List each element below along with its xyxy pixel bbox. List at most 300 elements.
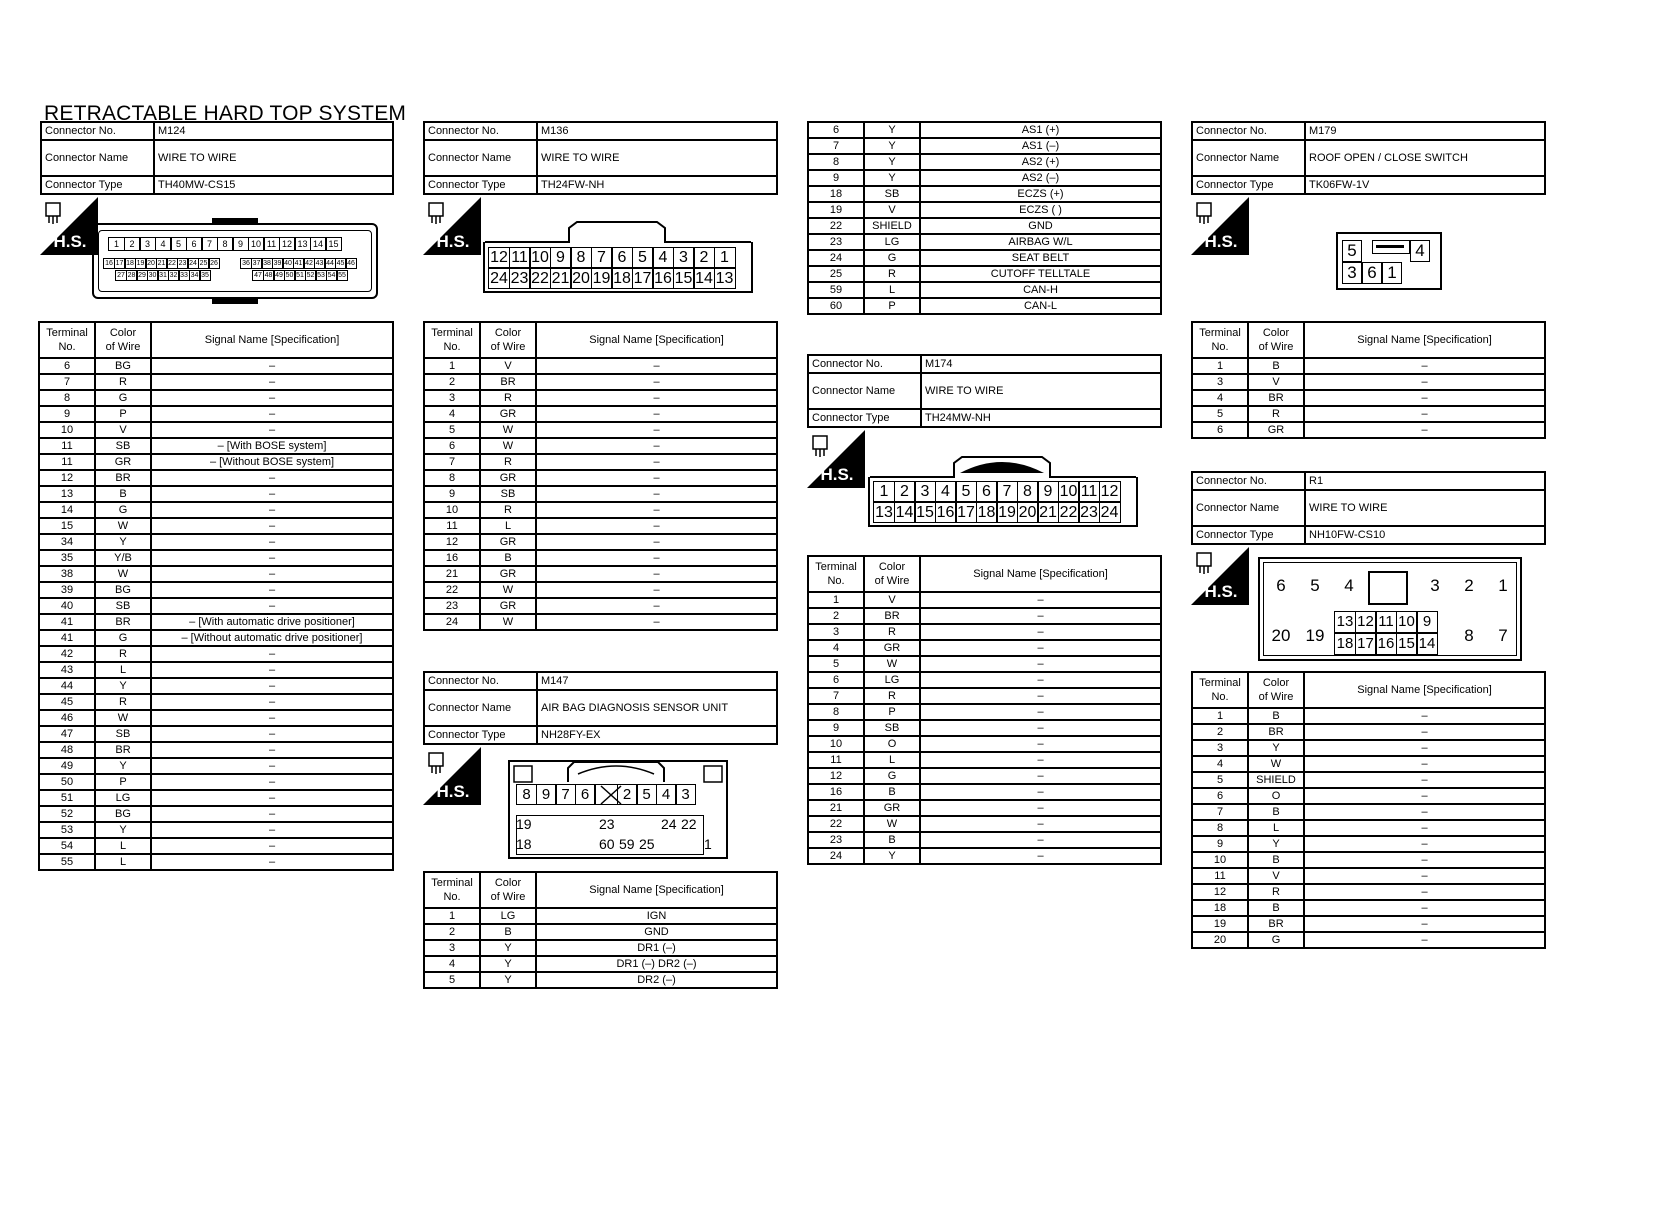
terminal-no: 5	[424, 972, 480, 988]
pin-18: 18	[1334, 633, 1356, 655]
table-row	[39, 678, 393, 694]
terminal-no: 22	[424, 582, 480, 598]
col-signal: Signal Name [Specification]	[1304, 672, 1545, 708]
table-row	[1192, 852, 1545, 868]
signal-name: –	[1304, 900, 1545, 916]
wire-color: Y	[480, 956, 536, 972]
terminal-no: 3	[424, 390, 480, 406]
pin-59: 59	[619, 836, 635, 852]
table-row	[1192, 868, 1545, 884]
signal-name: –	[920, 672, 1161, 688]
svg-text:H.S.: H.S.	[53, 232, 87, 251]
label-connector-type: Connector Type	[424, 176, 537, 194]
terminal-no: 24	[808, 848, 864, 864]
table-row	[1192, 788, 1545, 804]
signal-name: –	[1304, 708, 1545, 724]
harness-side-icon	[1191, 547, 1249, 605]
pin-19: 19	[135, 258, 147, 269]
signal-name: –	[536, 454, 777, 470]
pin-16: 16	[652, 268, 674, 289]
signal-name: –	[920, 640, 1161, 656]
wire-color: BG	[95, 358, 151, 374]
signal-name: CAN-L	[920, 298, 1161, 314]
connector-no: M179	[1305, 122, 1545, 140]
pin-19: 19	[996, 502, 1018, 523]
terminal-no: 5	[1192, 406, 1248, 422]
col-color: Color of Wire	[864, 556, 920, 592]
connector-type: TK06FW-1V	[1305, 176, 1545, 194]
pin-4: 4	[652, 247, 674, 268]
label-connector-no: Connector No.	[808, 355, 921, 373]
pin-15: 15	[325, 237, 342, 251]
svg-text:H.S.: H.S.	[436, 782, 470, 801]
table-row	[1192, 358, 1545, 374]
wire-color: BR	[1248, 724, 1304, 740]
wire-color: GR	[480, 534, 536, 550]
signal-name: –	[151, 422, 393, 438]
wire-color: Y	[864, 138, 920, 154]
signal-name: –	[920, 816, 1161, 832]
terminal-no: 6	[424, 438, 480, 454]
table-row	[808, 170, 1161, 186]
pin-4: 4	[935, 481, 957, 502]
signal-name: –	[151, 742, 393, 758]
table-row	[39, 838, 393, 854]
pin-17: 17	[955, 502, 977, 523]
wire-color: B	[480, 924, 536, 940]
signal-name: –	[151, 790, 393, 806]
pin-41: 41	[293, 258, 305, 269]
col-signal: Signal Name [Specification]	[536, 872, 777, 908]
terminal-no: 55	[39, 854, 95, 870]
signal-name: AS1 (–)	[920, 138, 1161, 154]
label-connector-type: Connector Type	[1192, 526, 1305, 544]
pin-16: 16	[1375, 633, 1397, 655]
pin-20: 20	[1271, 626, 1291, 645]
pin-25: 25	[639, 836, 655, 852]
wire-color: L	[95, 662, 151, 678]
pin-14: 14	[310, 237, 327, 251]
wire-color: P	[864, 298, 920, 314]
pin-19: 19	[1305, 626, 1325, 645]
label-connector-name: Connector Name	[424, 140, 537, 176]
table-row	[808, 122, 1161, 138]
pin-2: 2	[693, 247, 715, 268]
terminal-no: 14	[39, 502, 95, 518]
wire-color: GR	[480, 566, 536, 582]
signal-name: ECZS (+)	[920, 186, 1161, 202]
table-row	[1192, 820, 1545, 836]
table-row	[808, 656, 1161, 672]
svg-text:H.S.: H.S.	[1204, 232, 1238, 251]
signal-name: –	[536, 614, 777, 630]
label-connector-no: Connector No.	[1192, 122, 1305, 140]
pin-19: 19	[591, 268, 613, 289]
table-row	[808, 688, 1161, 704]
wire-color: G	[864, 250, 920, 266]
signal-name: –	[1304, 358, 1545, 374]
pin-17: 17	[114, 258, 126, 269]
pin-21: 21	[1037, 502, 1059, 523]
col-signal: Signal Name [Specification]	[920, 556, 1161, 592]
terminal-no: 12	[808, 768, 864, 784]
label-connector-type: Connector Type	[424, 726, 537, 744]
wire-color: W	[864, 656, 920, 672]
pin-8: 8	[1464, 626, 1474, 645]
table-row	[1192, 740, 1545, 756]
signal-name: –	[920, 704, 1161, 720]
table-row	[808, 138, 1161, 154]
harness-side-icon	[40, 197, 98, 255]
signal-name: –	[1304, 772, 1545, 788]
pin-30: 30	[147, 270, 159, 281]
pin-9: 9	[536, 784, 557, 805]
pin-7: 7	[1498, 626, 1508, 645]
terminal-no: 9	[39, 406, 95, 422]
pin-13: 13	[1334, 611, 1356, 633]
wire-color: LG	[864, 672, 920, 688]
table-row	[1192, 884, 1545, 900]
label-connector-name: Connector Name	[808, 373, 921, 409]
pin-18: 18	[611, 268, 633, 289]
signal-name: –	[151, 550, 393, 566]
table-row	[808, 720, 1161, 736]
table-row	[808, 848, 1161, 864]
wire-color: LG	[864, 234, 920, 250]
col-signal: Signal Name [Specification]	[151, 322, 393, 358]
table-row	[39, 710, 393, 726]
connector-type: NH28FY-EX	[537, 726, 777, 744]
connector-face-r1	[1258, 557, 1522, 661]
table-row	[808, 672, 1161, 688]
pin-7: 7	[591, 247, 613, 268]
pin-16: 16	[103, 258, 115, 269]
harness-side-icon	[807, 430, 865, 488]
table-row	[808, 186, 1161, 202]
pin-11: 11	[509, 247, 531, 268]
signal-name: –	[1304, 868, 1545, 884]
connector-type: NH10FW-CS10	[1305, 526, 1545, 544]
signal-name: –	[536, 422, 777, 438]
wire-color: SB	[95, 726, 151, 742]
pin-18: 18	[516, 836, 532, 852]
pin-19: 19	[516, 816, 532, 832]
pin-7: 7	[555, 784, 576, 805]
terminal-no: 19	[808, 202, 864, 218]
pin-16: 16	[935, 502, 957, 523]
terminal-no: 2	[1192, 724, 1248, 740]
terminal-no: 11	[39, 438, 95, 454]
wire-color: Y	[864, 122, 920, 138]
signal-name: –	[920, 608, 1161, 624]
wire-color: G	[864, 768, 920, 784]
terminal-no: 40	[39, 598, 95, 614]
harness-side-icon	[423, 747, 481, 805]
pin-36: 36	[240, 258, 252, 269]
table-row	[39, 646, 393, 662]
table-row	[808, 752, 1161, 768]
terminal-no: 10	[1192, 852, 1248, 868]
connector-name: WIRE TO WIRE	[921, 373, 1161, 409]
terminal-no: 7	[808, 138, 864, 154]
table-row	[1192, 916, 1545, 932]
terminal-no: 16	[808, 784, 864, 800]
signal-name: –	[151, 534, 393, 550]
pin-6: 6	[186, 237, 203, 251]
pin-11: 11	[1375, 611, 1397, 633]
pin-52: 52	[305, 270, 317, 281]
wire-color: SB	[480, 486, 536, 502]
pin-12: 12	[488, 247, 510, 268]
pin-22: 22	[681, 816, 697, 832]
table-row	[1192, 932, 1545, 948]
signal-name: –	[1304, 724, 1545, 740]
wire-color: Y	[480, 972, 536, 988]
terminal-no: 10	[424, 502, 480, 518]
pin-4: 4	[1410, 240, 1430, 262]
wire-color: R	[95, 646, 151, 662]
pin-23: 23	[509, 268, 531, 289]
terminal-no: 24	[808, 250, 864, 266]
terminal-no: 22	[808, 816, 864, 832]
pin-3: 3	[675, 784, 696, 805]
wire-color: R	[480, 502, 536, 518]
signal-name: –	[1304, 740, 1545, 756]
pin-60: 60	[599, 836, 615, 852]
terminal-no: 9	[808, 170, 864, 186]
pin-54: 54	[326, 270, 338, 281]
table-row	[1192, 756, 1545, 772]
pin-34: 34	[189, 270, 201, 281]
pin-8: 8	[570, 247, 592, 268]
terminal-no: 8	[1192, 820, 1248, 836]
terminal-no: 1	[1192, 358, 1248, 374]
signal-name: –	[1304, 390, 1545, 406]
signal-name: –	[536, 518, 777, 534]
signal-name: AS2 (–)	[920, 170, 1161, 186]
terminal-no: 25	[808, 266, 864, 282]
connector-type: TH24FW-NH	[537, 176, 777, 194]
wire-color: W	[95, 518, 151, 534]
wire-color: L	[1248, 820, 1304, 836]
wire-color: B	[1248, 804, 1304, 820]
signal-name: –	[1304, 884, 1545, 900]
signal-name: CAN-H	[920, 282, 1161, 298]
wire-color: O	[1248, 788, 1304, 804]
pin-37: 37	[251, 258, 263, 269]
table-row	[39, 614, 393, 630]
signal-name: –	[151, 678, 393, 694]
signal-name: –	[536, 502, 777, 518]
col-terminal: Terminal No.	[808, 556, 864, 592]
signal-name: –	[151, 374, 393, 390]
pin-5: 5	[1310, 576, 1320, 595]
terminal-no: 4	[1192, 756, 1248, 772]
signal-name: –	[151, 486, 393, 502]
wire-color: SB	[95, 438, 151, 454]
signal-name: –	[1304, 406, 1545, 422]
wire-color: O	[864, 736, 920, 752]
terminal-no: 2	[808, 608, 864, 624]
table-row	[808, 218, 1161, 234]
terminal-no: 2	[424, 374, 480, 390]
terminal-no: 10	[808, 736, 864, 752]
table-row	[424, 502, 777, 518]
signal-name: CUTOFF TELLTALE	[920, 266, 1161, 282]
wire-color: R	[864, 624, 920, 640]
table-row	[39, 438, 393, 454]
signal-name: –	[920, 720, 1161, 736]
pin-51: 51	[294, 270, 306, 281]
label-connector-no: Connector No.	[41, 122, 154, 140]
table-row	[424, 566, 777, 582]
connector-no: M147	[537, 672, 777, 690]
signal-name: –	[151, 822, 393, 838]
pin-5: 5	[955, 481, 977, 502]
connector-name: AIR BAG DIAGNOSIS SENSOR UNIT	[537, 690, 777, 726]
pin-13: 13	[294, 237, 311, 251]
terminal-no: 43	[39, 662, 95, 678]
table-row	[808, 250, 1161, 266]
terminal-no: 24	[424, 614, 480, 630]
table-row	[424, 470, 777, 486]
table-row	[424, 406, 777, 422]
terminal-table-m174	[807, 555, 1162, 865]
table-row	[424, 550, 777, 566]
terminal-no: 9	[1192, 836, 1248, 852]
terminal-no: 21	[424, 566, 480, 582]
signal-name: –	[151, 854, 393, 870]
wire-color: V	[864, 592, 920, 608]
pin-6: 6	[1362, 262, 1382, 284]
terminal-no: 1	[808, 592, 864, 608]
signal-name: –	[920, 592, 1161, 608]
pin-12: 12	[1355, 611, 1377, 633]
pin-11: 11	[263, 237, 280, 251]
signal-name: –	[536, 598, 777, 614]
pin-31: 31	[157, 270, 169, 281]
table-row	[808, 298, 1161, 314]
pin-50: 50	[284, 270, 296, 281]
signal-name: –	[151, 470, 393, 486]
table-row	[424, 358, 777, 374]
terminal-no: 23	[808, 234, 864, 250]
table-row	[424, 972, 777, 988]
connector-header-m179	[1191, 121, 1546, 195]
terminal-no: 19	[1192, 916, 1248, 932]
table-row	[39, 726, 393, 742]
col-terminal: Terminal No.	[1192, 672, 1248, 708]
pin-4: 4	[155, 237, 172, 251]
signal-name: –	[920, 752, 1161, 768]
pin-49: 49	[273, 270, 285, 281]
pin-29: 29	[136, 270, 148, 281]
table-row	[39, 854, 393, 870]
wire-color: B	[1248, 358, 1304, 374]
terminal-no: 7	[424, 454, 480, 470]
signal-name: –	[151, 358, 393, 374]
pin-11: 11	[1078, 481, 1100, 502]
signal-name: –	[1304, 820, 1545, 836]
signal-name: –	[536, 550, 777, 566]
table-row	[808, 282, 1161, 298]
terminal-no: 12	[39, 470, 95, 486]
terminal-no: 6	[1192, 422, 1248, 438]
terminal-no: 21	[808, 800, 864, 816]
terminal-table-m124	[38, 321, 394, 871]
svg-text:H.S.: H.S.	[1204, 582, 1238, 601]
table-row	[808, 832, 1161, 848]
signal-name: – [With BOSE system]	[151, 438, 393, 454]
terminal-no: 7	[808, 688, 864, 704]
pin-14: 14	[693, 268, 715, 289]
terminal-no: 60	[808, 298, 864, 314]
label-connector-no: Connector No.	[1192, 472, 1305, 490]
table-row	[1192, 772, 1545, 788]
wire-color: B	[1248, 900, 1304, 916]
signal-name: –	[151, 662, 393, 678]
pin-3: 3	[139, 237, 156, 251]
pin-5: 5	[632, 247, 654, 268]
pin-13: 13	[873, 502, 895, 523]
signal-name: –	[536, 566, 777, 582]
wire-color: Y/B	[95, 550, 151, 566]
signal-name: IGN	[536, 908, 777, 924]
col-color: Color of Wire	[480, 322, 536, 358]
signal-name: DR1 (–)	[536, 940, 777, 956]
pin-53: 53	[315, 270, 327, 281]
wire-color: B	[1248, 852, 1304, 868]
table-row	[1192, 406, 1545, 422]
pin-1: 1	[714, 247, 736, 268]
connector-header-m124	[40, 121, 394, 195]
signal-name: –	[1304, 374, 1545, 390]
pin-21: 21	[550, 268, 572, 289]
wire-color: BR	[95, 470, 151, 486]
signal-name: –	[151, 502, 393, 518]
terminal-no: 1	[1192, 708, 1248, 724]
signal-name: –	[1304, 804, 1545, 820]
page-title: RETRACTABLE HARD TOP SYSTEM	[44, 102, 407, 125]
signal-name: – [Without BOSE system]	[151, 454, 393, 470]
terminal-no: 13	[39, 486, 95, 502]
svg-text:H.S.: H.S.	[820, 465, 854, 484]
col-color: Color of Wire	[1248, 322, 1304, 358]
table-row	[39, 694, 393, 710]
table-row	[808, 640, 1161, 656]
label-connector-type: Connector Type	[1192, 176, 1305, 194]
wire-color: B	[864, 832, 920, 848]
signal-name: –	[536, 406, 777, 422]
terminal-no: 7	[39, 374, 95, 390]
pin-55: 55	[336, 270, 348, 281]
connector-name: ROOF OPEN / CLOSE SWITCH	[1305, 140, 1545, 176]
col-terminal: Terminal No.	[424, 872, 480, 908]
wire-color: R	[480, 390, 536, 406]
terminal-no: 12	[1192, 884, 1248, 900]
terminal-no: 34	[39, 534, 95, 550]
terminal-no: 11	[1192, 868, 1248, 884]
pin-22: 22	[166, 258, 178, 269]
pin-45: 45	[335, 258, 347, 269]
wire-color: GR	[480, 470, 536, 486]
wire-color: G	[95, 390, 151, 406]
terminal-no: 3	[808, 624, 864, 640]
col-terminal: Terminal No.	[1192, 322, 1248, 358]
terminal-no: 1	[424, 358, 480, 374]
signal-name: –	[1304, 932, 1545, 948]
pin-32: 32	[168, 270, 180, 281]
